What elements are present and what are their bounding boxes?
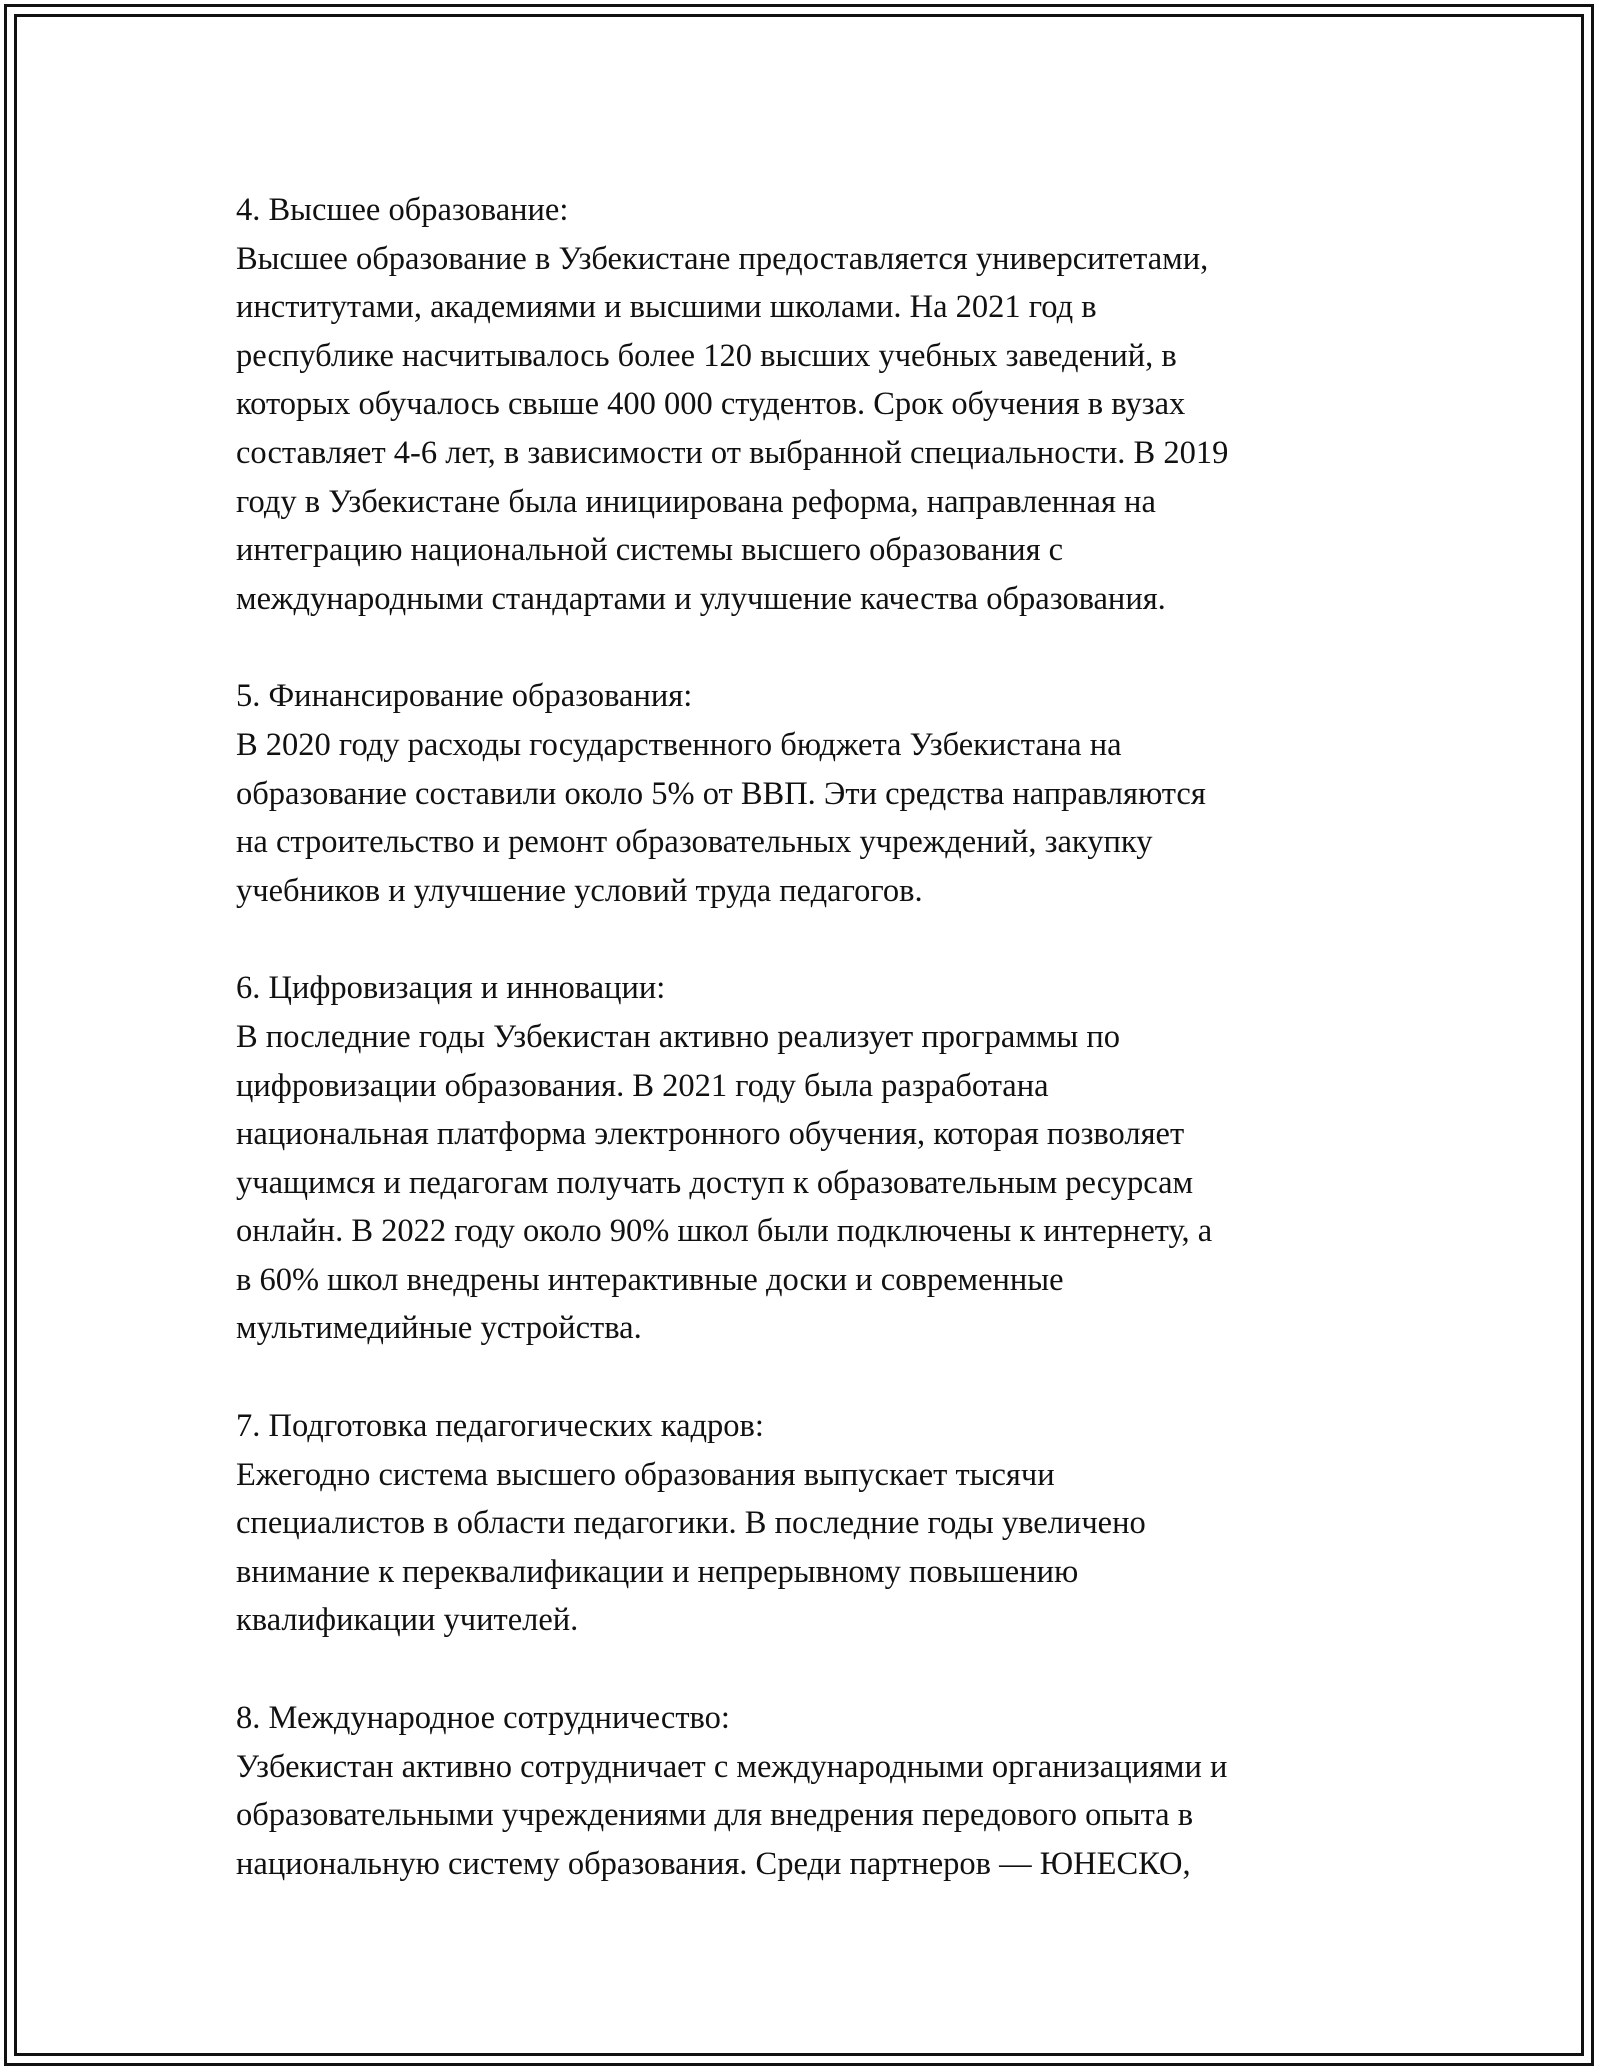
section-international-cooperation [236, 1694, 1376, 1888]
paragraph-line: учащимся и педагогам получать доступ к образовательным ресурсам [236, 1164, 1194, 1201]
paragraph-line: онлайн. В 2022 году около 90% школ были подключены к интернету, а [236, 1213, 1213, 1250]
paragraph-line: специалистов в области педагогики. В последние годы увеличено [236, 1505, 1146, 1542]
paragraph-line: на строительство и ремонт образовательных учреждений, закупку [236, 824, 1153, 861]
paragraph-line: Ежегодно система высшего образования выпускает тысячи [236, 1456, 1055, 1493]
paragraph-line: году в Узбекистане была инициирована реформа, направленная на [236, 483, 1156, 520]
section-heading: 5. Финансирование образования: [236, 678, 693, 715]
section-digitalization [236, 964, 1376, 1353]
section-heading: 8. Международное сотрудничество: [236, 1700, 730, 1737]
paragraph-line: составляет 4-6 лет, в зависимости от выбранной специальности. В 2019 [236, 434, 1229, 471]
paragraph-line: которых обучалось свыше 400 000 студентов. Срок обучения в вузах [236, 386, 1186, 423]
paragraph-line: мультимедийные устройства. [236, 1310, 642, 1347]
paragraph-line: Высшее образование в Узбекистане предоставляется университетами, [236, 240, 1209, 277]
section-teacher-training [236, 1402, 1376, 1645]
paragraph-line: квалификации учителей. [236, 1602, 579, 1639]
paragraph-line: образовательными учреждениями для внедрения передового опыта в [236, 1797, 1194, 1834]
paragraph-line: Узбекистан активно сотрудничает с международными организациями и [236, 1748, 1228, 1785]
paragraph-line: национальная платформа электронного обучения, которая позволяет [236, 1116, 1185, 1153]
section-heading: 4. Высшее образование: [236, 192, 569, 228]
paragraph-line: В последние годы Узбекистан активно реализует программы по [236, 1018, 1121, 1055]
paragraph-line: учебников и улучшение условий труда педагогов. [236, 872, 923, 909]
section-higher-education [236, 186, 1376, 623]
section-heading: 7. Подготовка педагогических кадров: [236, 1408, 764, 1445]
paragraph-line: внимание к переквалификации и непрерывному повышению [236, 1553, 1079, 1590]
paragraph-line: образование составили около 5% от ВВП. Эти средства направляются [236, 775, 1206, 812]
document-body [236, 186, 1376, 1937]
paragraph-line: республике насчитывалось более 120 высших учебных заведений, в [236, 337, 1177, 374]
paragraph-line: В 2020 году расходы государственного бюджета Узбекистана на [236, 726, 1122, 763]
section-education-funding [236, 672, 1376, 915]
paragraph-line: в 60% школ внедрены интерактивные доски и современные [236, 1261, 1064, 1298]
paragraph-line: национальную систему образования. Среди партнеров — ЮНЕСКО, [236, 1845, 1191, 1882]
paragraph-line: международными стандартами и улучшение качества образования. [236, 580, 1166, 617]
section-heading: 6. Цифровизация и инновации: [236, 970, 666, 1007]
paragraph-line: институтами, академиями и высшими школами. На 2021 год в [236, 289, 1097, 326]
paragraph-line: интеграцию национальной системы высшего образования с [236, 532, 1064, 569]
paragraph-line: цифровизации образования. В 2021 году была разработана [236, 1067, 1049, 1104]
